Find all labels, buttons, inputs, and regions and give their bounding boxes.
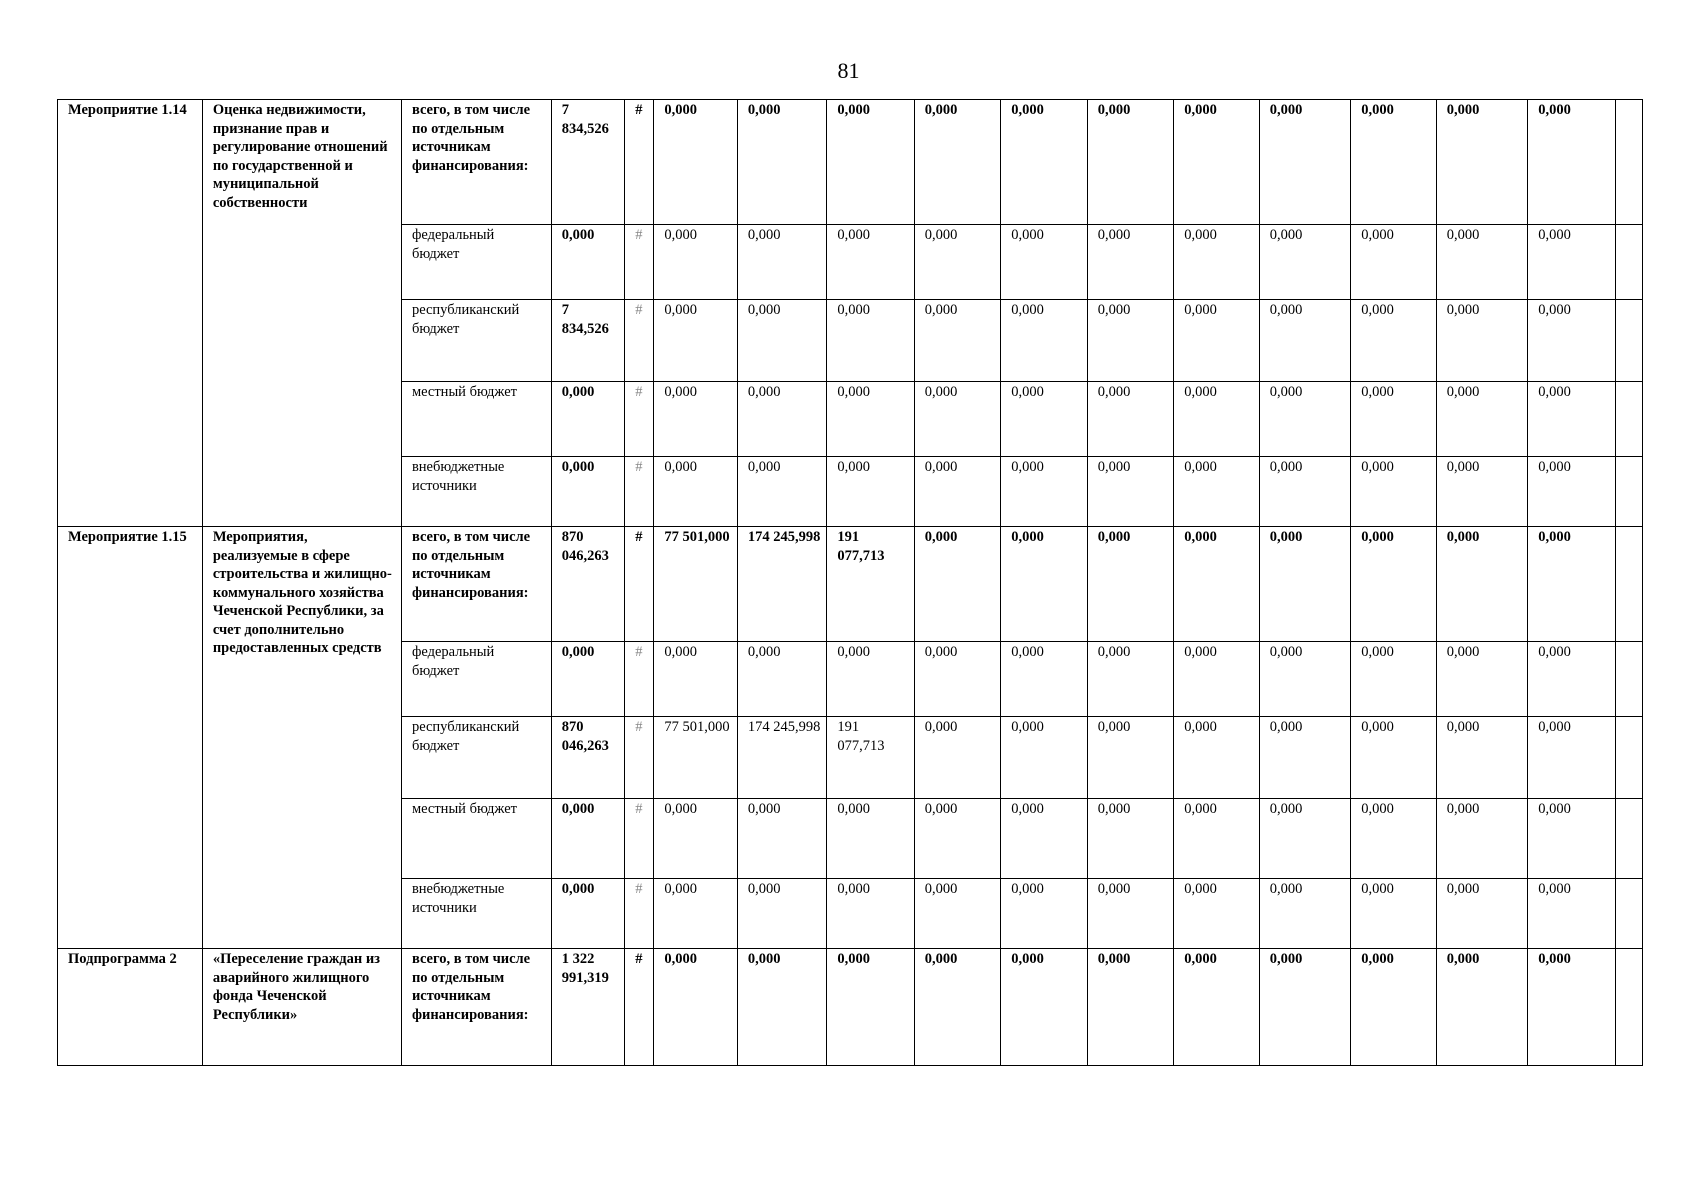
year-amount: 0,000 [827,100,914,225]
year-amount: 0,000 [827,382,914,457]
year-amount: 191 077,713 [827,717,914,799]
year-amount: 0,000 [914,100,1000,225]
year-amount: 0,000 [1087,382,1173,457]
table-row [58,949,1643,1066]
funding-source: всего, в том числе по отдельным источникам финансирования: [401,100,551,225]
year-amount: 0,000 [1528,300,1615,382]
year-amount: 0,000 [1001,642,1087,717]
year-amount: 0,000 [1174,225,1259,300]
year-amount: 0,000 [654,799,737,879]
year-amount: 0,000 [1087,100,1173,225]
year-amount: 0,000 [737,879,827,949]
total-amount: 0,000 [551,225,624,300]
year-amount: 0,000 [1259,799,1351,879]
year-amount: 0,000 [1259,879,1351,949]
year-amount: 0,000 [1528,949,1615,1066]
empty-cell [1615,100,1642,225]
year-amount: 0,000 [1436,100,1528,225]
year-amount: 0,000 [1351,527,1436,642]
empty-cell [1615,642,1642,717]
overflow-marker: # [625,879,654,949]
overflow-marker: # [625,717,654,799]
year-amount: 0,000 [654,225,737,300]
year-amount: 0,000 [1001,717,1087,799]
year-amount: 0,000 [1087,799,1173,879]
year-amount: 0,000 [1259,717,1351,799]
overflow-marker: # [625,300,654,382]
empty-cell [1615,527,1642,642]
year-amount: 0,000 [827,300,914,382]
year-amount: 0,000 [1174,100,1259,225]
overflow-marker: # [625,799,654,879]
year-amount: 0,000 [1001,879,1087,949]
year-amount: 0,000 [1174,879,1259,949]
overflow-marker: # [625,100,654,225]
year-amount: 174 245,998 [737,527,827,642]
year-amount: 0,000 [827,642,914,717]
funding-source: федеральный бюджет [401,225,551,300]
year-amount: 0,000 [1436,799,1528,879]
year-amount: 0,000 [1259,225,1351,300]
year-amount: 0,000 [1351,642,1436,717]
total-amount: 0,000 [551,879,624,949]
year-amount: 0,000 [1174,642,1259,717]
year-amount: 0,000 [1087,457,1173,527]
budget-table [57,99,1643,1066]
year-amount: 0,000 [654,642,737,717]
year-amount: 0,000 [1174,527,1259,642]
total-amount: 7 834,526 [551,300,624,382]
year-amount: 0,000 [1436,717,1528,799]
year-amount: 0,000 [1259,527,1351,642]
year-amount: 0,000 [1528,527,1615,642]
year-amount: 0,000 [1528,642,1615,717]
year-amount: 0,000 [654,949,737,1066]
year-amount: 0,000 [654,879,737,949]
year-amount: 0,000 [914,717,1000,799]
empty-cell [1615,225,1642,300]
year-amount: 0,000 [737,949,827,1066]
year-amount: 0,000 [914,300,1000,382]
funding-source: внебюджетные источники [401,457,551,527]
year-amount: 0,000 [1174,799,1259,879]
year-amount: 0,000 [1528,717,1615,799]
year-amount: 0,000 [1174,382,1259,457]
activity-label: Подпрограмма 2 [58,949,203,1066]
funding-source: республиканский бюджет [401,717,551,799]
year-amount: 0,000 [737,382,827,457]
empty-cell [1615,300,1642,382]
activity-label: Мероприятие 1.14 [58,100,203,527]
year-amount: 0,000 [914,382,1000,457]
year-amount: 77 501,000 [654,717,737,799]
year-amount: 0,000 [1001,799,1087,879]
year-amount: 0,000 [1001,527,1087,642]
year-amount: 0,000 [737,100,827,225]
funding-source: внебюджетные источники [401,879,551,949]
year-amount: 0,000 [1436,949,1528,1066]
overflow-marker: # [625,527,654,642]
total-amount: 0,000 [551,457,624,527]
year-amount: 0,000 [827,457,914,527]
year-amount: 0,000 [1351,717,1436,799]
year-amount: 0,000 [1174,949,1259,1066]
year-amount: 0,000 [654,457,737,527]
year-amount: 191 077,713 [827,527,914,642]
year-amount: 0,000 [1087,879,1173,949]
year-amount: 0,000 [1087,300,1173,382]
empty-cell [1615,382,1642,457]
total-amount: 870 046,263 [551,717,624,799]
year-amount: 0,000 [1174,300,1259,382]
year-amount: 0,000 [1087,949,1173,1066]
year-amount: 0,000 [737,642,827,717]
year-amount: 0,000 [827,879,914,949]
year-amount: 0,000 [1436,527,1528,642]
funding-source: республиканский бюджет [401,300,551,382]
year-amount: 0,000 [1436,642,1528,717]
year-amount: 0,000 [1351,949,1436,1066]
year-amount: 0,000 [737,799,827,879]
total-amount: 1 322 991,319 [551,949,624,1066]
year-amount: 0,000 [914,799,1000,879]
year-amount: 0,000 [1528,382,1615,457]
year-amount: 0,000 [1001,949,1087,1066]
activity-name: Оценка недвижимости, признание прав и регулирование отношений по государственной и муниципальной собственности [202,100,401,527]
year-amount: 0,000 [1351,457,1436,527]
year-amount: 0,000 [914,879,1000,949]
year-amount: 0,000 [1001,100,1087,225]
year-amount: 0,000 [1436,457,1528,527]
year-amount: 0,000 [1174,457,1259,527]
year-amount: 0,000 [1436,300,1528,382]
empty-cell [1615,949,1642,1066]
year-amount: 0,000 [1087,527,1173,642]
total-amount: 0,000 [551,799,624,879]
total-amount: 0,000 [551,642,624,717]
year-amount: 0,000 [1351,799,1436,879]
overflow-marker: # [625,949,654,1066]
funding-source: всего, в том числе по отдельным источникам финансирования: [401,527,551,642]
year-amount: 0,000 [1528,457,1615,527]
total-amount: 870 046,263 [551,527,624,642]
funding-source: местный бюджет [401,382,551,457]
activity-name: Мероприятия, реализуемые в сфере строительства и жилищно-коммунального хозяйства Чеченской Республики, за счет дополнительно предоставленных средств [202,527,401,949]
year-amount: 0,000 [1351,879,1436,949]
empty-cell [1615,717,1642,799]
funding-source: федеральный бюджет [401,642,551,717]
empty-cell [1615,457,1642,527]
total-amount: 7 834,526 [551,100,624,225]
activity-name: «Переселение граждан из аварийного жилищного фонда Чеченской Республики» [202,949,401,1066]
year-amount: 174 245,998 [737,717,827,799]
year-amount: 0,000 [914,642,1000,717]
year-amount: 0,000 [1001,300,1087,382]
year-amount: 0,000 [827,225,914,300]
year-amount: 0,000 [654,100,737,225]
year-amount: 0,000 [1528,799,1615,879]
year-amount: 0,000 [1001,457,1087,527]
funding-source: местный бюджет [401,799,551,879]
year-amount: 0,000 [914,949,1000,1066]
year-amount: 0,000 [1259,300,1351,382]
empty-cell [1615,879,1642,949]
year-amount: 0,000 [1351,300,1436,382]
year-amount: 0,000 [1259,100,1351,225]
year-amount: 0,000 [1259,949,1351,1066]
year-amount: 0,000 [1351,382,1436,457]
year-amount: 0,000 [1001,382,1087,457]
overflow-marker: # [625,225,654,300]
year-amount: 0,000 [1087,717,1173,799]
year-amount: 0,000 [1528,879,1615,949]
year-amount: 0,000 [1351,225,1436,300]
year-amount: 0,000 [1528,225,1615,300]
year-amount: 0,000 [737,225,827,300]
total-amount: 0,000 [551,382,624,457]
funding-source: всего, в том числе по отдельным источникам финансирования: [401,949,551,1066]
year-amount: 77 501,000 [654,527,737,642]
year-amount: 0,000 [914,225,1000,300]
year-amount: 0,000 [1001,225,1087,300]
year-amount: 0,000 [737,457,827,527]
year-amount: 0,000 [1259,382,1351,457]
year-amount: 0,000 [654,300,737,382]
year-amount: 0,000 [914,457,1000,527]
year-amount: 0,000 [1436,382,1528,457]
year-amount: 0,000 [1087,642,1173,717]
table-row [58,527,1643,642]
year-amount: 0,000 [654,382,737,457]
empty-cell [1615,799,1642,879]
table-row [58,100,1643,225]
year-amount: 0,000 [1087,225,1173,300]
overflow-marker: # [625,382,654,457]
year-amount: 0,000 [1174,717,1259,799]
year-amount: 0,000 [1259,457,1351,527]
year-amount: 0,000 [1259,642,1351,717]
activity-label: Мероприятие 1.15 [58,527,203,949]
year-amount: 0,000 [1351,100,1436,225]
year-amount: 0,000 [827,949,914,1066]
year-amount: 0,000 [827,799,914,879]
year-amount: 0,000 [1436,879,1528,949]
year-amount: 0,000 [1528,100,1615,225]
year-amount: 0,000 [914,527,1000,642]
year-amount: 0,000 [737,300,827,382]
overflow-marker: # [625,642,654,717]
overflow-marker: # [625,457,654,527]
year-amount: 0,000 [1436,225,1528,300]
page-number: 81 [837,58,860,83]
